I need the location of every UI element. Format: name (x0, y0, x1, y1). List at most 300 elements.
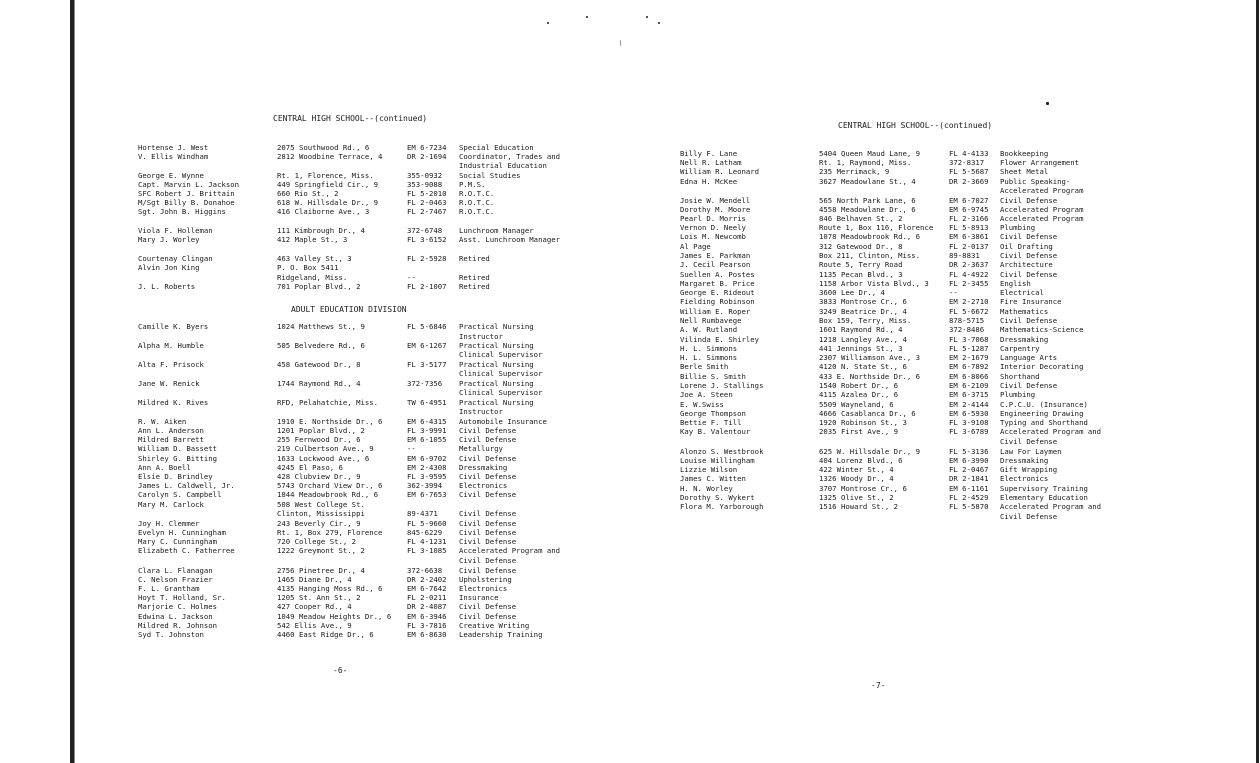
row-name: Elsie D. Brindley (138, 472, 213, 481)
row-address: 1844 Meadowbrook Rd., 6 (277, 490, 379, 499)
row-phone: FL 5-6846 (407, 322, 447, 331)
row-address: 2307 Williamson Ave., 3 (819, 353, 921, 362)
row-address: 1540 Robert Dr., 6 (819, 381, 899, 390)
row-name: Dorothy M. Moore (680, 205, 751, 214)
row-phone: EM 6-3861 (949, 232, 989, 241)
row-name: James C. Witten (680, 474, 746, 483)
row-subject: Civil Defense (459, 612, 517, 621)
row-name: James E. Parkman (680, 251, 751, 260)
row-address: 4115 Azalea Dr., 6 (819, 390, 899, 399)
row-address: 1325 Olive St., 2 (819, 493, 894, 502)
row-phone: FL 3-5177 (407, 360, 447, 369)
row-phone: FL 5-8913 (949, 223, 989, 232)
row-subject: Retired (459, 282, 490, 291)
page-number: -7- (871, 681, 886, 690)
row-address: 1218 Langley Ave., 4 (819, 335, 907, 344)
row-address: 720 College St., 2 (277, 537, 357, 546)
row-address: 3249 Beatrice Dr., 4 (819, 307, 907, 316)
row-name: Vernon D. Neely (680, 223, 746, 232)
row-name: R. W. Aiken (138, 417, 187, 426)
row-phone: EM 6-7234 (407, 143, 447, 152)
row-name: Marjorie C. Holmes (138, 602, 218, 611)
row-subject: Retired (459, 273, 490, 282)
row-address: 1135 Pecan Blvd., 3 (819, 270, 903, 279)
row-phone: FL 3-6152 (407, 235, 447, 244)
subject-continuation: Industrial Education (459, 161, 547, 170)
row-name: V. Ellis Windham (138, 152, 209, 161)
row-address: Clinton, Mississippi (277, 509, 365, 518)
row-phone: 89-4371 (407, 509, 438, 518)
row-phone: DR 2-1694 (407, 152, 447, 161)
row-name: Alonzo S. Westbrook (680, 447, 764, 456)
row-subject: Upholstering (459, 575, 512, 584)
row-name: Alta F. Prisock (138, 360, 204, 369)
row-name: Viola F. Holleman (138, 226, 213, 235)
row-phone: 355-0932 (407, 171, 443, 180)
row-name: SFC Robert J. Brittain (138, 189, 235, 198)
row-subject: Language Arts (1000, 353, 1058, 362)
row-subject: Mathematics-Science (1000, 325, 1084, 334)
row-address: 2035 First Ave., 9 (819, 427, 899, 436)
row-name: Lorene J. Stallings (680, 381, 764, 390)
row-address: 1920 Robinson St., 3 (819, 418, 907, 427)
row-address: 1326 Woody Dr., 4 (819, 474, 894, 483)
row-subject: Elementary Education (1000, 493, 1088, 502)
row-name: Edwina L. Jackson (138, 612, 213, 621)
row-name: William D. Bassett (138, 444, 218, 453)
row-subject: Law For Laymen (1000, 447, 1062, 456)
row-subject: Shorthand (1000, 372, 1040, 381)
row-name: Mary C. Cunningham (138, 537, 218, 546)
row-address: 1601 Raymond Rd., 4 (819, 325, 903, 334)
row-address: 3707 Montrose Cr., 6 (819, 484, 907, 493)
row-name: A. W. Rutland (680, 325, 738, 334)
row-name: Flora M. Yarborough (680, 502, 764, 511)
row-name: Alpha M. Humble (138, 341, 204, 350)
row-name: H. N. Worley (680, 484, 733, 493)
row-phone: EM 2-4308 (407, 463, 447, 472)
row-phone: FL 4-4922 (949, 270, 989, 279)
row-subject: Civil Defense (1000, 316, 1058, 325)
row-subject: Civil Defense (1000, 251, 1058, 260)
row-phone: EM 6-8630 (407, 630, 447, 639)
row-subject: Civil Defense (459, 435, 517, 444)
row-subject: Carpentry (1000, 344, 1040, 353)
row-subject: Practical Nursing (459, 341, 534, 350)
row-phone: FL 3-7068 (949, 335, 989, 344)
row-address: 422 Winter St., 4 (819, 465, 894, 474)
page-header: CENTRAL HIGH SCHOOL--(continued) (838, 121, 993, 130)
row-name: Ann L. Anderson (138, 426, 204, 435)
row-name: Louise Willingham (680, 456, 755, 465)
row-name: C. Nelson Frazier (138, 575, 213, 584)
row-address: 416 Claiborne Ave., 3 (277, 207, 370, 216)
row-subject: Practical Nursing (459, 398, 534, 407)
row-phone: EM 6-3990 (949, 456, 989, 465)
row-name: Nell R. Latham (680, 158, 742, 167)
row-name: J. Cecil Pearson (680, 260, 751, 269)
row-subject: Electronics (459, 481, 508, 490)
row-subject: Civil Defense (1000, 196, 1058, 205)
row-phone: 372-6748 (407, 226, 443, 235)
row-subject: Social Studies (459, 171, 521, 180)
row-name: H. L. Simmons (680, 344, 738, 353)
row-address: 111 Kimbrough Dr., 4 (277, 226, 365, 235)
row-phone: FL 2-7467 (407, 207, 447, 216)
row-address: 4120 N. State St., 6 (819, 362, 907, 371)
row-name: M/Sgt Billy B. Donahoe (138, 198, 235, 207)
row-address: 428 Clubview Dr., 9 (277, 472, 361, 481)
row-phone: TW 6-4951 (407, 398, 447, 407)
row-subject: Retired (459, 254, 490, 263)
row-phone: 353-9088 (407, 180, 443, 189)
row-name: Billy F. Lane (680, 149, 738, 158)
row-phone: DR 2-3637 (949, 260, 989, 269)
row-subject: Accelerated Program and (1000, 502, 1102, 511)
row-address: 255 Fernwood Dr., 6 (277, 435, 361, 444)
row-subject: Lunchroom Manager (459, 226, 534, 235)
row-name: Edna H. McKee (680, 177, 738, 186)
row-address: 5743 Orchard View Dr., 6 (277, 481, 383, 490)
row-name: Margaret B. Price (680, 279, 755, 288)
row-phone: FL 5-9660 (407, 519, 447, 528)
row-subject: Civil Defense (459, 528, 517, 537)
row-address: Rt. 1, Raymond, Miss. (819, 158, 912, 167)
row-phone: FL 3-9108 (949, 418, 989, 427)
row-name: Shirley G. Bitting (138, 454, 218, 463)
row-phone: FL 5-5870 (949, 502, 989, 511)
row-name: Syd T. Johnston (138, 630, 204, 639)
row-subject: Civil Defense (459, 509, 517, 518)
row-phone: FL 3-7816 (407, 621, 447, 630)
row-address: 1465 Diane Dr., 4 (277, 575, 352, 584)
row-subject: Plumbing (1000, 390, 1036, 399)
row-address: 5509 Wayneland, 6 (819, 400, 894, 409)
row-phone: EM 6-1267 (407, 341, 447, 350)
row-name: Mildred R. Johnson (138, 621, 218, 630)
row-address: 625 W. Hillsdale Dr., 9 (819, 447, 921, 456)
subject-continuation: Clinical Supervisor (459, 388, 543, 397)
page-header: CENTRAL HIGH SCHOOL--(continued) (273, 114, 428, 123)
row-phone: EM 6-7642 (407, 584, 447, 593)
row-phone: FL 4-4133 (949, 149, 989, 158)
row-subject: Architecture (1000, 260, 1053, 269)
row-subject: Sheet Metal (1000, 167, 1049, 176)
row-subject: Creative Writing (459, 621, 530, 630)
row-phone: FL 5-1287 (949, 344, 989, 353)
row-name: Sgt. John B. Higgins (138, 207, 226, 216)
row-address: 412 Maple St., 3 (277, 235, 348, 244)
row-subject: Supervisory Training (1000, 484, 1088, 493)
row-phone: 372-7356 (407, 379, 443, 388)
row-name: Lizzie Wilson (680, 465, 738, 474)
row-subject: P.M.S. (459, 180, 486, 189)
row-subject: Plumbing (1000, 223, 1036, 232)
row-name: Carolyn S. Campbell (138, 490, 222, 499)
row-phone: EM 6-7653 (407, 490, 447, 499)
row-name: Mildred K. Rives (138, 398, 209, 407)
row-phone: -- (407, 273, 416, 282)
row-address: 1516 Howard St., 2 (819, 502, 899, 511)
row-subject: Civil Defense (459, 519, 517, 528)
row-address: 312 Gatewood Dr., 8 (819, 242, 903, 251)
row-phone: EM 2-4144 (949, 400, 989, 409)
row-address: 1910 E. Northside Dr., 6 (277, 417, 383, 426)
row-address: Route 5, Terry Road (819, 260, 903, 269)
row-name: E. W.Swiss (680, 400, 724, 409)
row-subject: Practical Nursing (459, 322, 534, 331)
row-name: Pearl D. Morris (680, 214, 746, 223)
row-name: Camille K. Byers (138, 322, 209, 331)
row-phone: EM 6-9702 (407, 454, 447, 463)
row-subject: R.O.T.C. (459, 189, 495, 198)
row-subject: Metallurgy (459, 444, 503, 453)
subject-continuation: Accelerated Program (1000, 186, 1084, 195)
row-address: 4666 Casablanca Dr., 6 (819, 409, 916, 418)
row-name: Clara L. Flanagan (138, 566, 213, 575)
subject-continuation: Clinical Supervisor (459, 350, 543, 359)
scan-speck (646, 16, 648, 18)
scan-speck (547, 22, 549, 24)
row-subject: English (1000, 279, 1031, 288)
row-address: 427 Cooper Rd., 4 (277, 602, 352, 611)
row-name: Joe A. Steen (680, 390, 733, 399)
row-subject: Civil Defense (459, 602, 517, 611)
row-phone: 878-5715 (949, 316, 985, 325)
row-phone: FL 2-1007 (407, 282, 447, 291)
row-name: Mary J. Worley (138, 235, 200, 244)
row-address: 243 Beverly Cir., 9 (277, 519, 361, 528)
row-phone: 372-8317 (949, 158, 985, 167)
row-name: Vilinda E. Shirley (680, 335, 760, 344)
row-address: 846 Belhaven St., 2 (819, 214, 903, 223)
row-name: Mildred Barrett (138, 435, 204, 444)
row-address: RFD, Pelahatchie, Miss. (277, 398, 379, 407)
row-phone: DR 2-4087 (407, 602, 447, 611)
row-phone: EM 2-2710 (949, 297, 989, 306)
row-phone: EM 6-1055 (407, 435, 447, 444)
row-phone: FL 3-1085 (407, 546, 447, 555)
row-address: 441 Jennings St., 3 (819, 344, 903, 353)
row-phone: FL 4-1231 (407, 537, 447, 546)
row-phone: EM 6-2109 (949, 381, 989, 390)
row-subject: Accelerated Program (1000, 214, 1084, 223)
row-name: Mary M. Carlock (138, 500, 204, 509)
row-subject: Dressmaking (459, 463, 508, 472)
row-phone: FL 2-5928 (407, 254, 447, 263)
row-name: Berle Smith (680, 362, 729, 371)
row-subject: Civil Defense (459, 490, 517, 499)
row-subject: Leadership Training (459, 630, 543, 639)
row-phone: -- (407, 444, 416, 453)
row-name: Ann A. Boell (138, 463, 191, 472)
row-phone: EM 6-8066 (949, 372, 989, 381)
row-address: 618 W. Hillsdale Dr., 9 (277, 198, 379, 207)
row-phone: FL 2-0211 (407, 593, 447, 602)
row-address: 4460 East Ridge Dr., 6 (277, 630, 374, 639)
row-name: James L. Caldwell, Jr. (138, 481, 235, 490)
row-phone: FL 2-0467 (949, 465, 989, 474)
row-phone: DR 2-2402 (407, 575, 447, 584)
row-name: Courtenay Clingan (138, 254, 213, 263)
row-address: 3627 Meadowlane St., 4 (819, 177, 916, 186)
row-name: Kay B. Valentour (680, 427, 751, 436)
row-subject: Civil Defense (459, 454, 517, 463)
row-phone: 845-6229 (407, 528, 443, 537)
row-name: F. L. Grantham (138, 584, 200, 593)
row-address: 4135 Hanging Moss Rd., 6 (277, 584, 383, 593)
row-subject: Civil Defense (459, 426, 517, 435)
row-name: George E. Wynne (138, 171, 204, 180)
row-subject: Engineering Drawing (1000, 409, 1084, 418)
row-address: Rt. 1, Box 279, Florence (277, 528, 383, 537)
row-name: Josie W. Mendell (680, 196, 751, 205)
row-subject: Civil Defense (459, 566, 517, 575)
row-address: 449 Springfield Cir., 9 (277, 180, 379, 189)
row-address: 1024 Matthews St., 9 (277, 322, 365, 331)
row-name: Joy H. Clemmer (138, 519, 200, 528)
row-address: 219 Culbertson Ave., 9 (277, 444, 374, 453)
row-subject: Dressmaking (1000, 335, 1049, 344)
row-subject: Civil Defense (1000, 232, 1058, 241)
row-name: Alvin Jon King (138, 263, 200, 272)
row-address: 1078 Meadowbrook Rd., 6 (819, 232, 921, 241)
row-address: 458 Gatewood Dr., 8 (277, 360, 361, 369)
row-phone: DR 2-3669 (949, 177, 989, 186)
scan-speck (658, 22, 660, 24)
row-subject: Civil Defense (459, 537, 517, 546)
row-name: George Thompson (680, 409, 746, 418)
row-name: Al Page (680, 242, 711, 251)
row-subject: Practical Nursing (459, 360, 534, 369)
row-name: Elizabeth C. Fatherree (138, 546, 235, 555)
row-subject: Gift Wrapping (1000, 465, 1058, 474)
row-address: Rt. 1, Florence, Miss. (277, 171, 374, 180)
row-subject: Public Speaking- (1000, 177, 1071, 186)
row-address: 4245 El Paso, 6 (277, 463, 343, 472)
subject-continuation: Instructor (459, 407, 503, 416)
row-address: Route 1, Box 116, Florence (819, 223, 934, 232)
row-subject: Bookkeeping (1000, 149, 1049, 158)
row-address: 404 Lorenz Blvd., 6 (819, 456, 903, 465)
row-phone: EM 6-5930 (949, 409, 989, 418)
row-subject: Mathematics (1000, 307, 1049, 316)
row-phone: FL 3-9595 (407, 472, 447, 481)
row-name: Suellen A. Postes (680, 270, 755, 279)
row-subject: Fire Insurance (1000, 297, 1062, 306)
row-address: 542 Ellis Ave., 9 (277, 621, 352, 630)
row-name: William R. Leonard (680, 167, 760, 176)
row-subject: Civil Defense (459, 472, 517, 481)
row-phone: FL 3-9991 (407, 426, 447, 435)
row-subject: C.P.C.U. (Insurance) (1000, 400, 1088, 409)
row-name: H. L. Simmons (680, 353, 738, 362)
row-phone: FL 5-2010 (407, 189, 447, 198)
section-heading: ADULT EDUCATION DIVISION (291, 305, 407, 314)
row-name: Dorothy S. Wykert (680, 493, 755, 502)
row-address: 565 North Park Lane, 6 (819, 196, 916, 205)
row-address: 1633 Lockwood Ave., 6 (277, 454, 370, 463)
row-phone: FL 5-5687 (949, 167, 989, 176)
left-binding-shadow (74, 0, 75, 763)
row-subject: Oil Drafting (1000, 242, 1053, 251)
row-address: P. O. Box 5411 (277, 263, 339, 272)
row-phone: EM 6-3946 (407, 612, 447, 621)
row-phone: EM 6-7027 (949, 196, 989, 205)
row-subject: Accelerated Program and (459, 546, 561, 555)
row-phone: EM 6-3715 (949, 390, 989, 399)
row-name: Evelyn H. Cunningham (138, 528, 226, 537)
row-name: George E. Rideout (680, 288, 755, 297)
row-address: 1049 Meadow Heights Dr., 6 (277, 612, 392, 621)
page-number: -6- (333, 666, 348, 675)
row-phone: FL 5-6672 (949, 307, 989, 316)
row-subject: Civil Defense (1000, 381, 1058, 390)
row-subject: Dressmaking (1000, 456, 1049, 465)
row-subject: Interior Decorating (1000, 362, 1084, 371)
row-subject: R.O.T.C. (459, 198, 495, 207)
row-address: 508 West College St. (277, 500, 365, 509)
row-phone: EM 6-9745 (949, 205, 989, 214)
row-address: Box 211, Clinton, Miss. (819, 251, 921, 260)
row-address: 3833 Montrose Cr., 6 (819, 297, 907, 306)
row-subject: Coordinator, Trades and (459, 152, 561, 161)
row-subject: Insurance (459, 593, 499, 602)
row-phone: -- (949, 288, 958, 297)
row-address: 1222 Greymont St., 2 (277, 546, 365, 555)
row-address: 235 Merrimack, 9 (819, 167, 890, 176)
row-phone: EM 6-7892 (949, 362, 989, 371)
row-address: 3600 Lee Dr., 4 (819, 288, 885, 297)
row-address: 2075 Southwood Rd., 6 (277, 143, 370, 152)
row-address: 2756 Pinetree Dr., 4 (277, 566, 365, 575)
row-address: 2812 Woodbine Terrace, 4 (277, 152, 383, 161)
subject-continuation: Clinical Supervisor (459, 369, 543, 378)
row-subject: Electronics (459, 584, 508, 593)
row-address: 1201 Poplar Blvd., 2 (277, 426, 365, 435)
row-phone: 372-8486 (949, 325, 985, 334)
row-subject: Asst. Lunchroom Manager (459, 235, 561, 244)
row-phone: 362-3994 (407, 481, 443, 490)
row-phone: EM 6-1161 (949, 484, 989, 493)
row-name: Hoyt T. Holland, Sr. (138, 593, 226, 602)
subject-continuation: Civil Defense (459, 556, 517, 565)
row-address: 1158 Arbor Vista Blvd., 3 (819, 279, 929, 288)
row-phone: DR 2-1841 (949, 474, 989, 483)
row-name: Hortense J. West (138, 143, 209, 152)
row-subject: Accelerated Program and (1000, 427, 1102, 436)
row-name: J. L. Roberts (138, 282, 196, 291)
row-address: 5404 Queen Maud Lane, 9 (819, 149, 921, 158)
scan-speck (620, 40, 621, 46)
subject-continuation: Instructor (459, 332, 503, 341)
row-phone: FL 2-4529 (949, 493, 989, 502)
row-address: 701 Poplar Blvd., 2 (277, 282, 361, 291)
subject-continuation: Civil Defense (1000, 437, 1058, 446)
row-name: Bettie F. Till (680, 418, 742, 427)
row-phone: FL 2-0137 (949, 242, 989, 251)
row-name: Billie S. Smith (680, 372, 746, 381)
right-binding-edge (1256, 0, 1259, 763)
row-subject: Accelerated Program (1000, 205, 1084, 214)
row-phone: FL 3-6789 (949, 427, 989, 436)
row-subject: Electronics (1000, 474, 1049, 483)
row-name: Lois M. Newcomb (680, 232, 746, 241)
row-name: Capt. Marvin L. Jackson (138, 180, 240, 189)
row-address: Ridgeland, Miss. (277, 273, 348, 282)
row-subject: Practical Nursing (459, 379, 534, 388)
row-address: 463 Valley St., 3 (277, 254, 352, 263)
